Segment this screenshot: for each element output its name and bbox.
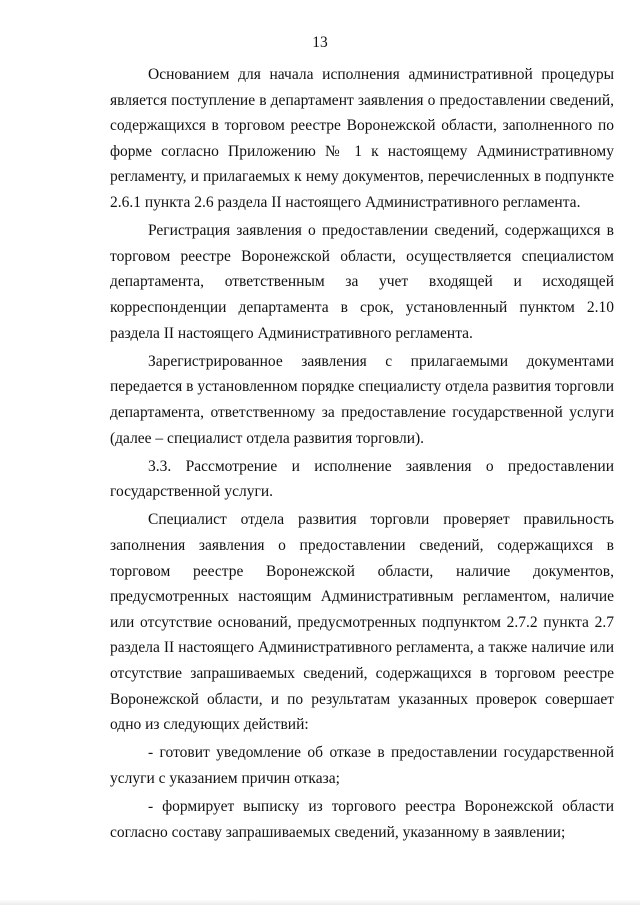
scan-bottom-edge [0,899,640,905]
paragraph-registration: Регистрация заявления о предоставлении сведений, содержащихся в торговом реестре Воронежской области, осуществляется специалистом департамента, ответственным за учет входящей и исходящей корреспонденции департамента в срок, установленный пунктом 2.10 раздела II настоящего Административного регламента. [110,222,614,342]
paragraph-specialist-check: Специалист отдела развития торговли проверяет правильность заполнения заявления о предоставлении сведений, содержащихся в торговом реестре Воронежской области, наличие документов, предусмотренных настоящим Административным регламентом, наличие или отсутствие оснований, предусмотренных подпунктом 2.7.2 пункта 2.7 раздела II настоящего Административного регламента, а также наличие или отсутствие запрашиваемых сведений, содержащихся в торговом реестре Воронежской области, и по результатам указанных проверок совершает одно из следующих действий: [110,511,614,734]
list-item-extract: - формирует выписку из торгового реестра Воронежской области согласно составу запрашиваемых сведений, указанному в заявлении; [110,798,614,841]
section-heading-3-3: 3.3. Рассмотрение и исполнение заявления о предоставлении государственной услуги. [110,457,614,501]
list-item-refusal-notice: - готовит уведомление об отказе в предоставлении государственной услуги с указанием причин отказа; [110,744,614,787]
paragraph-transfer: Зарегистрированное заявления с прилагаемыми документами передается в установленном порядке специалисту отдела развития торговли департамента, ответственному за предоставление государственной услуги (далее – специалист отдела развития торговли). [110,352,614,447]
document-body [110,62,614,845]
paragraph-procedure-basis: Основанием для начала исполнения административной процедуры является поступление в департамент заявления о предоставлении сведений, содержащихся в торговом реестре Воронежской области, заполненного по форме согласно Приложению № 1 к настоящему Административному регламенту, и прилагаемых к нему документов, перечисленных в подпункте 2.6.1 пункта 2.6 раздела II настоящего Административного регламента. [110,66,614,211]
page-number: 13 [312,34,328,51]
